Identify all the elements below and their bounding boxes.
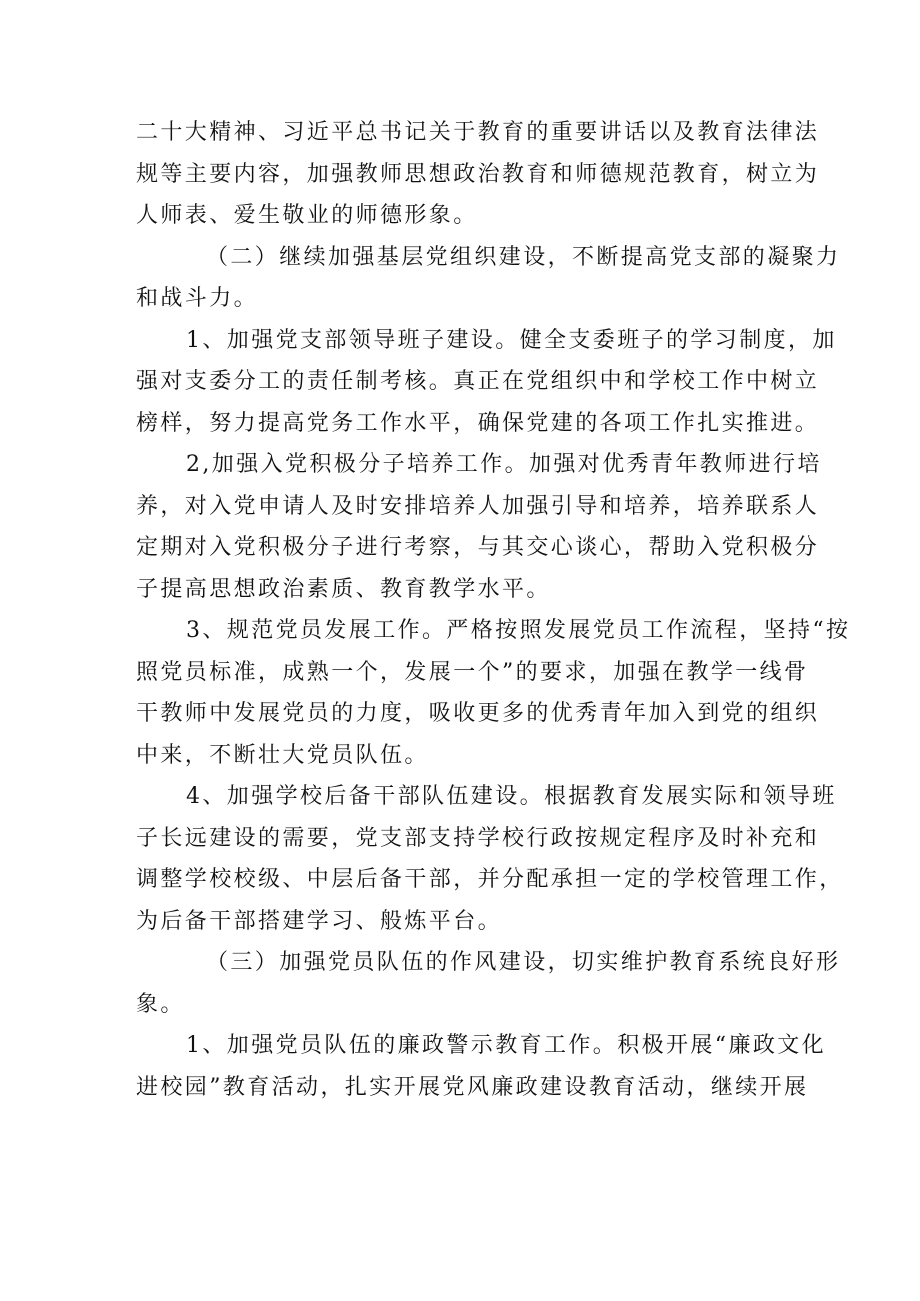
text-line: 进校园”教育活动，扎实开展党风廉政建设教育活动，继续开展 (136, 1074, 809, 1100)
section-heading-line: （二）继续加强基层党组织建设，不断提高党支部的凝聚力 (206, 244, 841, 270)
text-line: 规等主要内容，加强教师思想政治教育和师德规范教育，树立为 (136, 161, 820, 187)
text-line: 子长远建设的需要，党支部支持学校行政按规定程序及时补充和 (136, 825, 820, 851)
text-line: 榜样，努力提高党务工作水平，确保党建的各项工作扎实推进。 (136, 410, 820, 436)
section-heading-line: （三）加强党员队伍的作风建设，切实维护教育系统良好形 (206, 950, 841, 975)
text-line: 子提高思想政治素质、教育教学水平。 (136, 576, 551, 602)
paragraph-start-line: 4、加强学校后备干部队伍建设。根据教育发展实际和领导班 (186, 784, 837, 809)
text-line: 定期对入党积极分子进行考察，与其交心谈心，帮助入党积极分 (136, 535, 820, 560)
section-heading-line: 象。 (136, 991, 185, 1017)
text-line: 二十大精神、习近平总书记关于教育的重要讲话以及教育法律法 (136, 120, 820, 145)
paragraph-start-line: 2,加强入党积极分子培养工作。加强对优秀青年教师进行培 (186, 452, 822, 477)
text-line: 人师表、爱生敬业的师德形象。 (136, 203, 478, 228)
document-body (136, 112, 851, 1108)
text-line: 为后备干部搭建学习、般炼平台。 (136, 908, 503, 934)
text-line: 照党员标准，成熟一个，发展一个”的要求，加强在教学一线骨 (136, 659, 809, 685)
text-line: 调整学校校级、中层后备干部，并分配承担一定的学校管理工作， (136, 867, 844, 892)
text-line: 强对支委分工的责任制考核。真正在党组织中和学校工作中树立 (136, 369, 820, 394)
text-line: 干教师中发展党员的力度，吸收更多的优秀青年加入到党的组织 (136, 701, 820, 726)
paragraph-start-line: 3、规范党员发展工作。严格按照发展党员工作流程，坚持“按 (186, 618, 851, 643)
section-heading-line: 和战斗力。 (136, 286, 259, 311)
paragraph-start-line: 1、加强党员队伍的廉政警示教育工作。积极开展“廉政文化 (186, 1033, 827, 1058)
text-line: 中来，不断壮大党员队伍。 (136, 742, 429, 768)
paragraph-start-line: 1、加强党支部领导班子建设。健全支委班子的学习制度，加 (186, 327, 837, 353)
text-line: 养，对入党申请人及时安排培养人加强引导和培养，培养联系人 (136, 493, 820, 519)
